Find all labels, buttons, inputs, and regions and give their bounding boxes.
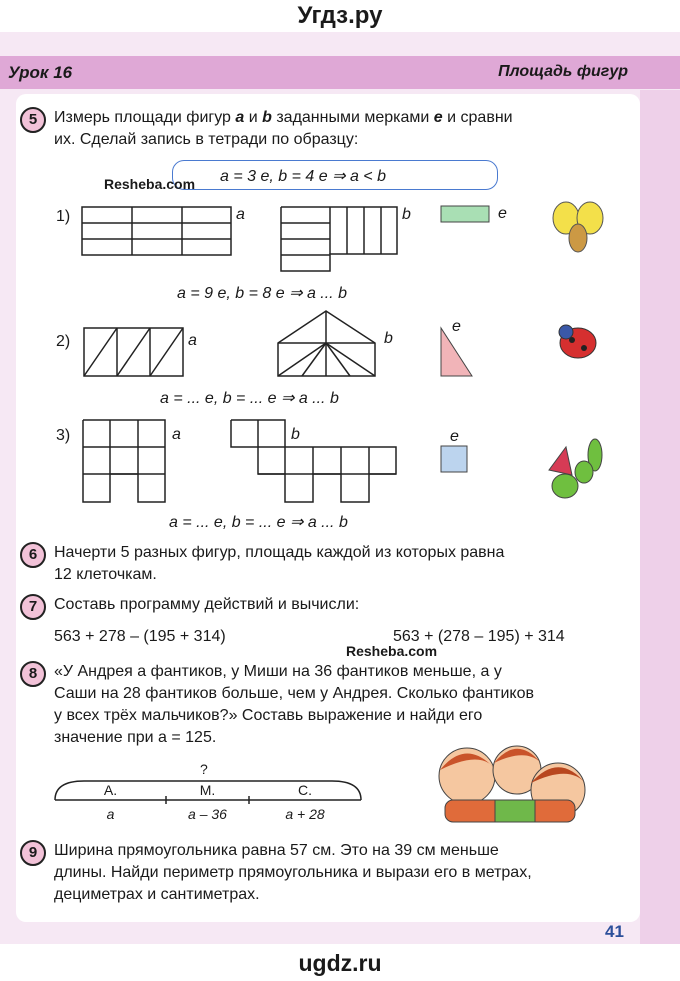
task-7-expression-2: 563 + (278 – 195) + 314: [393, 628, 565, 645]
row-1-label-b: b: [402, 206, 411, 223]
row-2-label: 2): [56, 333, 71, 350]
diagram-top-andrey: А.: [103, 782, 118, 798]
diagram-bottom-a-minus-36: a – 36: [188, 806, 227, 822]
watermark-2: Resheba.com: [346, 643, 438, 659]
row-2-figure-a: [84, 328, 183, 376]
task-6-line1: Начерти 5 разных фигур, площадь каждой из которых равна: [54, 544, 505, 561]
row-2-figure-b: [278, 311, 375, 376]
task-8-line2: Саши на 28 фантиков больше, чем у Андрея. Сколько фантиков: [54, 685, 535, 702]
task-9-line1: Ширина прямоугольника равна 57 см. Это на 39 см меньше: [54, 842, 499, 859]
site-title-top: Угдз.ру: [297, 2, 383, 29]
task-7-expression-1: 563 + 278 – (195 + 314): [54, 628, 226, 645]
task-9-line2: длины. Найди периметр прямоугольника и вырази его в метрах,: [54, 864, 532, 881]
task-8-badge: 8: [20, 661, 46, 687]
diagram-bottom-a: a: [106, 806, 115, 822]
task-9-line3: дециметрах и сантиметрах.: [54, 886, 260, 903]
diagram-top-misha: М.: [199, 782, 216, 798]
three-boys-illustration: [439, 746, 586, 822]
butterfly-icon: [553, 202, 603, 252]
row-3-label-a: a: [172, 426, 181, 443]
row-1-equation: a = 9 e, b = 8 e ⇒ a ... b: [177, 285, 347, 302]
task-5-badge: 5: [20, 107, 46, 133]
row-3-label-b: b: [291, 426, 300, 443]
task-7-badge: 7: [20, 594, 46, 620]
row-2-label-e: e: [452, 318, 461, 335]
row-3-unit-e: [441, 446, 467, 472]
site-title-bottom: ugdz.ru: [298, 950, 382, 976]
task-5-text-line1: Измерь площади фигур a и b заданными мерками e и сравни: [54, 109, 513, 126]
task-6-badge: 6: [20, 542, 46, 568]
row-3-equation: a = ... e, b = ... e ⇒ a ... b: [169, 514, 348, 531]
task-8-line3: у всех трёх мальчиков?» Составь выражение и найди его: [54, 707, 483, 724]
row-1-figure-b: [281, 207, 397, 271]
diagram-question: ?: [200, 761, 208, 777]
row-1-unit-e: [441, 206, 489, 222]
caterpillar-icon: [549, 439, 602, 498]
lesson-title: Урок 16: [8, 63, 73, 82]
row-1-label-e: e: [498, 205, 507, 222]
ladybug-icon: [559, 325, 596, 358]
row-2-label-b: b: [384, 330, 393, 347]
task-8-line1: «У Андрея a фантиков, у Миши на 36 фантиков меньше, а у: [54, 663, 502, 680]
sample-record: a = 3 e, b = 4 e ⇒ a < b: [220, 168, 386, 185]
row-3-label-e: e: [450, 428, 459, 445]
diagram-bottom-a-plus-28: a + 28: [285, 806, 325, 822]
diagram-top-sasha: С.: [298, 782, 312, 798]
watermark: Resheba.com: [104, 176, 196, 192]
row-3-figure-a: [83, 420, 165, 502]
row-2-label-a: a: [188, 332, 197, 349]
topic-title: Площадь фигур: [498, 63, 628, 80]
row-3-label: 3): [56, 427, 71, 444]
row-1-figure-a: [82, 207, 231, 255]
row-1-label-a: a: [236, 206, 245, 223]
task-7-line1: Составь программу действий и вычисли:: [54, 596, 360, 613]
row-3-figure-b: [231, 420, 396, 502]
task-9-badge: 9: [20, 840, 46, 866]
task-5-text-line2: их. Сделай запись в тетради по образцу:: [54, 131, 359, 148]
page-number: 41: [605, 922, 624, 941]
task-6-line2: 12 клеточкам.: [54, 566, 157, 583]
row-2-equation: a = ... e, b = ... e ⇒ a ... b: [160, 390, 339, 407]
task-8-line4: значение при a = 125.: [54, 729, 217, 746]
row-1-label: 1): [56, 208, 71, 225]
